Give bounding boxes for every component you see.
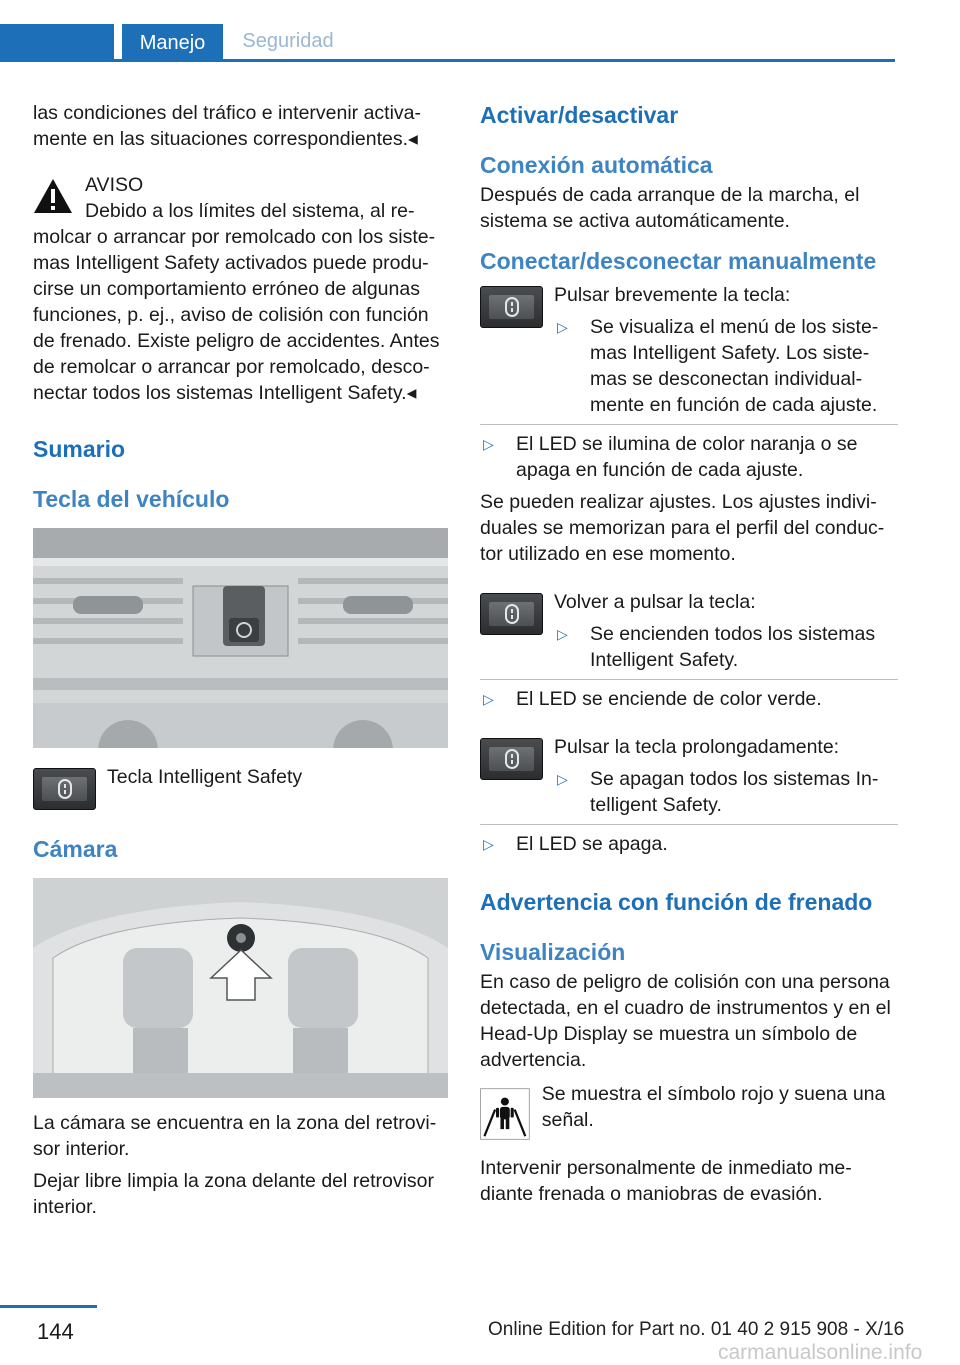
intro-paragraph: las condiciones del tráfico e intervenir activa-mente en las situaciones correspondientes.◂ [33,102,422,150]
button-caption-row [33,768,448,810]
warning-text: Debido a los límites del sistema, al re-molcar o arrancar por remolcado con los siste-mas Intelligent Safety activados puede produ-cirse un comportamiento erróneo de algunas funciones, p. ej., aviso de colisión con función de frenado. Existe peligro de accidentes. Antes de remolcar o arrancar por remolcado, desco-nectar todos los sistemas Intelligent Safety.◂ [33,200,440,404]
pedestrian-warning-icon [480,1085,530,1143]
warning-icon [33,178,73,214]
warning-block [33,172,448,406]
camera-photo [33,878,448,1098]
left-column [33,96,448,1220]
block-short-press [480,286,898,418]
heading-activar: Activar/desactivar [480,102,679,128]
press-again-bullet: Se encienden todos los sistemas Intelligent Safety. [590,623,876,671]
triangle-bullet-icon: ▷ [557,626,568,642]
triangle-bullet-icon: ▷ [557,771,568,787]
tab-manejo[interactable]: Manejo [122,24,223,62]
long-press-lead: Pulsar la tecla prolongadamente: [554,736,840,758]
button-caption: Tecla Intelligent Safety [107,766,303,788]
triangle-bullet-icon: ▷ [557,319,568,335]
block-press-again [480,593,898,673]
list-item [554,766,898,818]
ajustes-paragraph: Se pueden realizar ajustes. Los ajustes indivi-duales se memorizan para el perfil del conduc-tor utilizado en ese momento. [480,491,885,565]
short-press-after: El LED se ilumina de color naranja o se apaga en función de cada ajuste. [516,433,858,481]
long-press-bullet: Se apagan todos los sistemas In-telligent Safety. [590,768,879,816]
warning-symbol-row [480,1085,898,1143]
intelligent-safety-button-icon [33,768,96,810]
heading-sumario: Sumario [33,436,126,462]
short-press-lead: Pulsar brevemente la tecla: [554,284,791,306]
triangle-bullet-icon: ▷ [483,836,494,852]
conexion-paragraph: Después de cada arranque de la marcha, el sistema se activa automáticamente. [480,184,860,232]
camara-paragraph-1: La cámara se encuentra en la zona del retrovi-sor interior. [33,1112,437,1160]
header-bar [0,24,895,62]
heading-conexion: Conexión automática [480,152,713,178]
heading-advertencia: Advertencia con función de frenado [480,889,873,915]
press-again-after: El LED se enciende de color verde. [516,688,822,710]
watermark: carmanualsonline.info [718,1341,923,1364]
header-rule [0,59,895,62]
block-long-press [480,738,898,818]
intervenir-paragraph: Intervenir personalmente de inmediato me-diante frenada o maniobras de evasión. [480,1157,852,1205]
divider [480,679,898,680]
intelligent-safety-button-icon [480,593,543,635]
edition-text: Online Edition for Part no. 01 40 2 915 908 - X/16 [488,1319,905,1340]
press-again-lead: Volver a pulsar la tecla: [554,591,756,613]
right-column [480,96,898,1207]
list-item [480,686,898,712]
intelligent-safety-button-icon [480,738,543,780]
list-item [480,831,898,857]
warning-title: AVISO [85,174,144,196]
long-press-after: El LED se apaga. [516,833,668,855]
page-number: 144 [37,1319,74,1344]
heading-visualizacion: Visualización [480,939,626,965]
simbolo-paragraph: Se muestra el símbolo rojo y suena una señal. [541,1083,886,1131]
divider [480,424,898,425]
short-press-bullet: Se visualiza el menú de los siste-mas Intelligent Safety. Los siste-mas se desconectan individual-mente en función de cada ajuste. [590,316,879,416]
list-item [554,621,898,673]
intelligent-safety-button-icon [480,286,543,328]
triangle-bullet-icon: ▷ [483,691,494,707]
visualizacion-paragraph: En caso de peligro de colisión con una persona detectada, en el cuadro de instrumentos y en el Head-Up Display se muestra un símbolo de advertencia. [480,971,891,1071]
heading-manual: Conectar/desconectar manualmente [480,248,877,274]
dashboard-photo [33,528,448,748]
heading-tecla-vehiculo: Tecla del vehículo [33,486,230,512]
heading-camara: Cámara [33,836,118,862]
header-accent [0,24,114,62]
tab-seguridad[interactable]: Seguridad [242,30,334,52]
divider [480,824,898,825]
list-item [480,431,898,483]
triangle-bullet-icon: ▷ [483,436,494,452]
camara-paragraph-2: Dejar libre limpia la zona delante del retrovisor interior. [33,1170,435,1218]
footer-rule [0,1305,97,1308]
list-item [554,314,898,418]
